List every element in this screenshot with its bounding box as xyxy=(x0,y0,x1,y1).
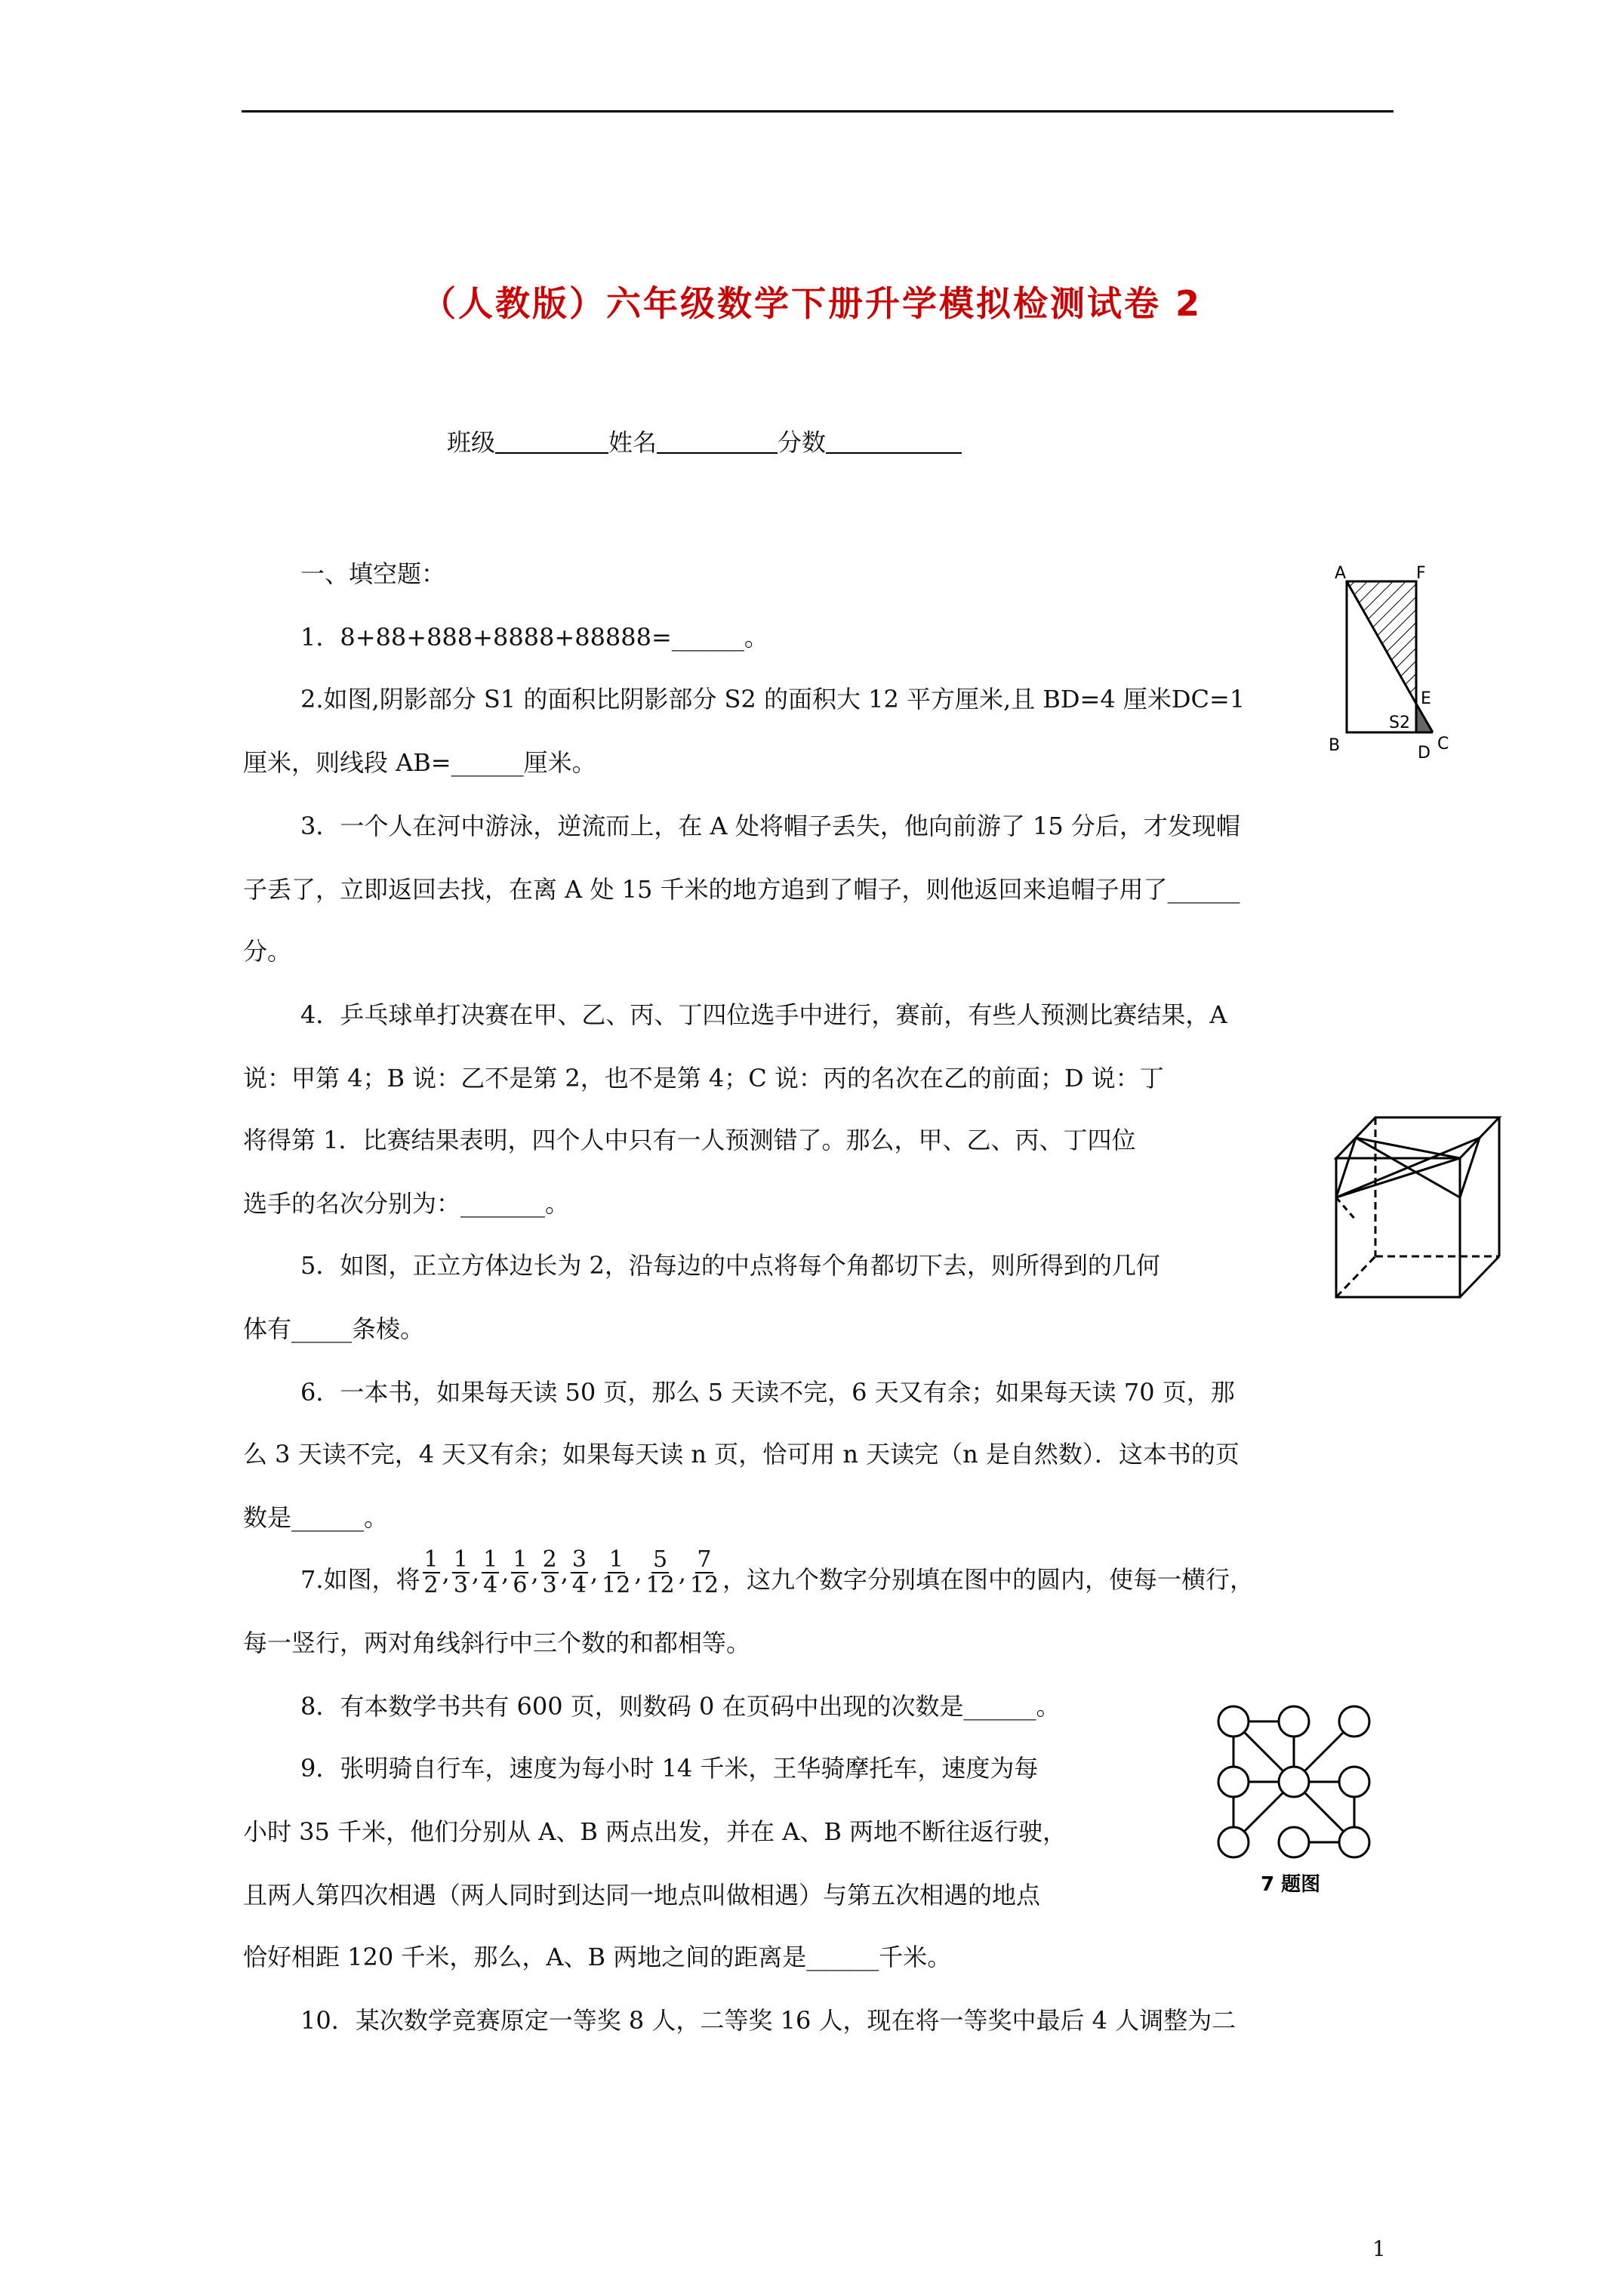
fraction xyxy=(423,1548,440,1598)
class-label: 班级 xyxy=(447,428,496,457)
fraction-numerator: 1 xyxy=(453,1546,468,1573)
fraction xyxy=(452,1548,470,1598)
magic-square-caption: 7 题图 xyxy=(1261,1873,1321,1896)
fraction-numerator: 1 xyxy=(513,1546,528,1573)
fig-label-d: D xyxy=(1418,744,1431,763)
rectangle-shaded-figure xyxy=(1324,560,1460,764)
fraction-separator: , xyxy=(634,1558,642,1587)
fraction-denominator: 12 xyxy=(689,1572,719,1598)
question-1: 1．8+88+888+8888+88888=______。 xyxy=(300,623,768,652)
fraction-denominator: 3 xyxy=(542,1572,557,1598)
fraction xyxy=(482,1548,499,1598)
fraction xyxy=(688,1548,720,1598)
fraction xyxy=(600,1548,632,1598)
fraction-separator: , xyxy=(678,1558,686,1587)
question-6-line2: 么 3 天读不完，4 天又有余；如果每天读 n 页，恰可用 n 天读完（n 是自然数）．这本书的页 xyxy=(243,1440,1240,1469)
fig-label-b: B xyxy=(1329,736,1341,755)
fraction-separator: , xyxy=(590,1558,599,1587)
fraction-numerator: 1 xyxy=(608,1546,624,1573)
name-blank xyxy=(657,428,778,454)
magic-square-figure xyxy=(1211,1699,1377,1903)
question-9-line3: 且两人第四次相遇（两人同时到达同一地点叫做相遇）与第五次相遇的地点 xyxy=(243,1881,1041,1909)
q7-suffix: ，这九个数字分别填在图中的圆内，使每一横行， xyxy=(722,1565,1255,1594)
fig-label-s2: S2 xyxy=(1389,713,1410,732)
fig-label-e: E xyxy=(1421,689,1431,708)
fig-label-c: C xyxy=(1437,735,1449,754)
question-4-line4: 选手的名次分别为：_______。 xyxy=(243,1189,570,1218)
question-7-line1 xyxy=(300,1548,1254,1599)
class-blank xyxy=(495,428,608,454)
fig-label-f: F xyxy=(1416,564,1426,583)
question-4-line3: 将得第 1．比赛结果表明，四个人中只有一人预测错了。那么，甲、乙、丙、丁四位 xyxy=(243,1126,1136,1154)
question-3-line1: 3．一个人在河中游泳，逆流而上，在 A 处将帽子丢失，他向前游了 15 分后，才发现帽 xyxy=(300,812,1240,840)
page-number: 1 xyxy=(1372,2236,1386,2261)
fraction xyxy=(571,1548,588,1598)
question-5-line2: 体有_____条棱。 xyxy=(243,1314,425,1343)
section-heading: 一、填空题： xyxy=(300,559,446,588)
question-9-line2: 小时 35 千米，他们分别从 A、B 两点出发，并在 A、B 两地不断往返行驶， xyxy=(243,1817,1067,1846)
question-10-line1: 10．某次数学竞赛原定一等奖 8 人，二等奖 16 人，现在将一等奖中最后 4 人调整为二 xyxy=(300,2006,1236,2035)
score-blank xyxy=(826,428,962,454)
fraction-denominator: 3 xyxy=(453,1572,468,1598)
question-3-line2: 子丢了，立即返回去找，在离 A 处 15 千米的地方追到了帽子，则他返回来追帽子用了______ xyxy=(243,875,1240,904)
fraction xyxy=(541,1548,559,1598)
fraction-separator: , xyxy=(471,1558,480,1587)
page-title: （人教版）六年级数学下册升学模拟检测试卷 2 xyxy=(420,283,1203,324)
question-9-line4: 恰好相距 120 千米，那么，A、B 两地之间的距离是______千米。 xyxy=(243,1943,952,1971)
fraction-list xyxy=(420,1548,723,1598)
fig-label-a: A xyxy=(1335,564,1347,583)
fraction-separator: , xyxy=(501,1558,510,1587)
question-9-line1: 9．张明骑自行车，速度为每小时 14 千米，王华骑摩托车，速度为每 xyxy=(300,1754,1039,1783)
question-4-line2: 说：甲第 4；B 说：乙不是第 2，也不是第 4；C 说：丙的名次在乙的前面；D 说：丁 xyxy=(243,1064,1164,1093)
fraction-denominator: 2 xyxy=(423,1572,439,1598)
fraction-separator: , xyxy=(531,1558,539,1587)
question-2-line2: 厘米，则线段 AB=______厘米。 xyxy=(243,748,596,777)
fraction-numerator: 7 xyxy=(697,1546,712,1573)
fraction-denominator: 4 xyxy=(483,1572,498,1598)
fraction-denominator: 12 xyxy=(602,1572,631,1598)
question-5-line1: 5．如图，正立方体边长为 2，沿每边的中点将每个角都切下去，则所得到的几何 xyxy=(300,1251,1160,1280)
q7-prefix: 7.如图，将 xyxy=(300,1565,420,1594)
question-2-line1: 2.如图,阴影部分 S1 的面积比阴影部分 S2 的面积大 12 平方厘米,且 BD=4 厘米DC=1 xyxy=(300,685,1246,713)
question-6-line1: 6．一本书，如果每天读 50 页，那么 5 天读不完，6 天又有余；如果每天读 70 页，那 xyxy=(300,1378,1235,1407)
score-label: 分数 xyxy=(778,428,827,457)
question-7-line2: 每一竖行，两对角线斜行中三个数的和都相等。 xyxy=(243,1629,751,1657)
fraction-numerator: 3 xyxy=(571,1546,587,1573)
student-info xyxy=(447,427,962,458)
fraction-denominator: 12 xyxy=(645,1572,675,1598)
fraction xyxy=(645,1548,676,1598)
name-label: 姓名 xyxy=(608,428,658,457)
question-3-line3: 分。 xyxy=(243,937,292,966)
fraction-numerator: 2 xyxy=(542,1546,557,1573)
cube-figure xyxy=(1327,1107,1508,1311)
question-6-line3: 数是______。 xyxy=(243,1503,389,1532)
fraction-denominator: 6 xyxy=(513,1572,528,1598)
fraction-numerator: 5 xyxy=(653,1546,668,1573)
fraction xyxy=(511,1548,528,1598)
fraction-numerator: 1 xyxy=(423,1546,439,1573)
fraction-separator: , xyxy=(560,1558,568,1587)
question-8: 8．有本数学书共有 600 页，则数码 0 在页码中出现的次数是______。 xyxy=(300,1692,1061,1721)
fraction-numerator: 1 xyxy=(483,1546,498,1573)
question-4-line1: 4．乒乓球单打决赛在甲、乙、丙、丁四位选手中进行，赛前，有些人预测比赛结果，A xyxy=(300,1000,1227,1029)
fraction-denominator: 4 xyxy=(571,1572,587,1598)
header-rule xyxy=(242,110,1394,112)
fraction-separator: , xyxy=(442,1558,450,1587)
